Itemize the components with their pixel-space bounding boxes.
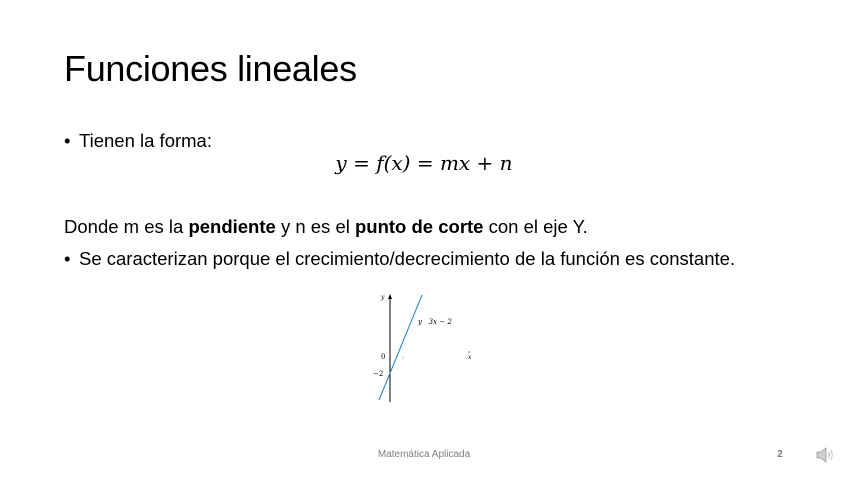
paragraph-bold-slope: pendiente [188,216,276,237]
bullet-item-form [64,130,212,152]
paragraph-bold-intercept: punto de corte [355,216,484,237]
page-number: 2 [777,449,783,460]
slide-title: Funciones lineales [64,48,357,89]
bullet-text: Tienen la forma: [79,130,212,151]
bullet-text: Se caracterizan porque el crecimiento/decrecimiento de la función es constante. [79,248,736,269]
function-line [379,295,422,400]
bullet-dot: • [64,248,71,269]
paragraph-text-2: y n es el [275,216,355,237]
bullet-dot: • [64,130,71,151]
bullet-item-constant [64,248,735,270]
linear-function-formula: y = f(x) = mx + n [335,151,513,175]
linear-graph [366,290,486,404]
y-axis-arrow [388,294,392,299]
paragraph-text-1: Donde m es la [64,216,189,237]
footer-text: Matemática Aplicada [377,449,471,460]
intercept-label: −2 [373,370,384,378]
origin-label: 0 [381,353,386,361]
speaker-icon[interactable] [815,446,837,464]
tick-1-label: 1 [402,355,405,360]
definition-paragraph [64,216,588,238]
paragraph-text-3: con el eje Y. [483,216,588,237]
y-axis-label: y [381,294,385,301]
line-equation-label: y 3x − 2 [418,318,452,326]
x-axis-label: x [468,354,472,361]
